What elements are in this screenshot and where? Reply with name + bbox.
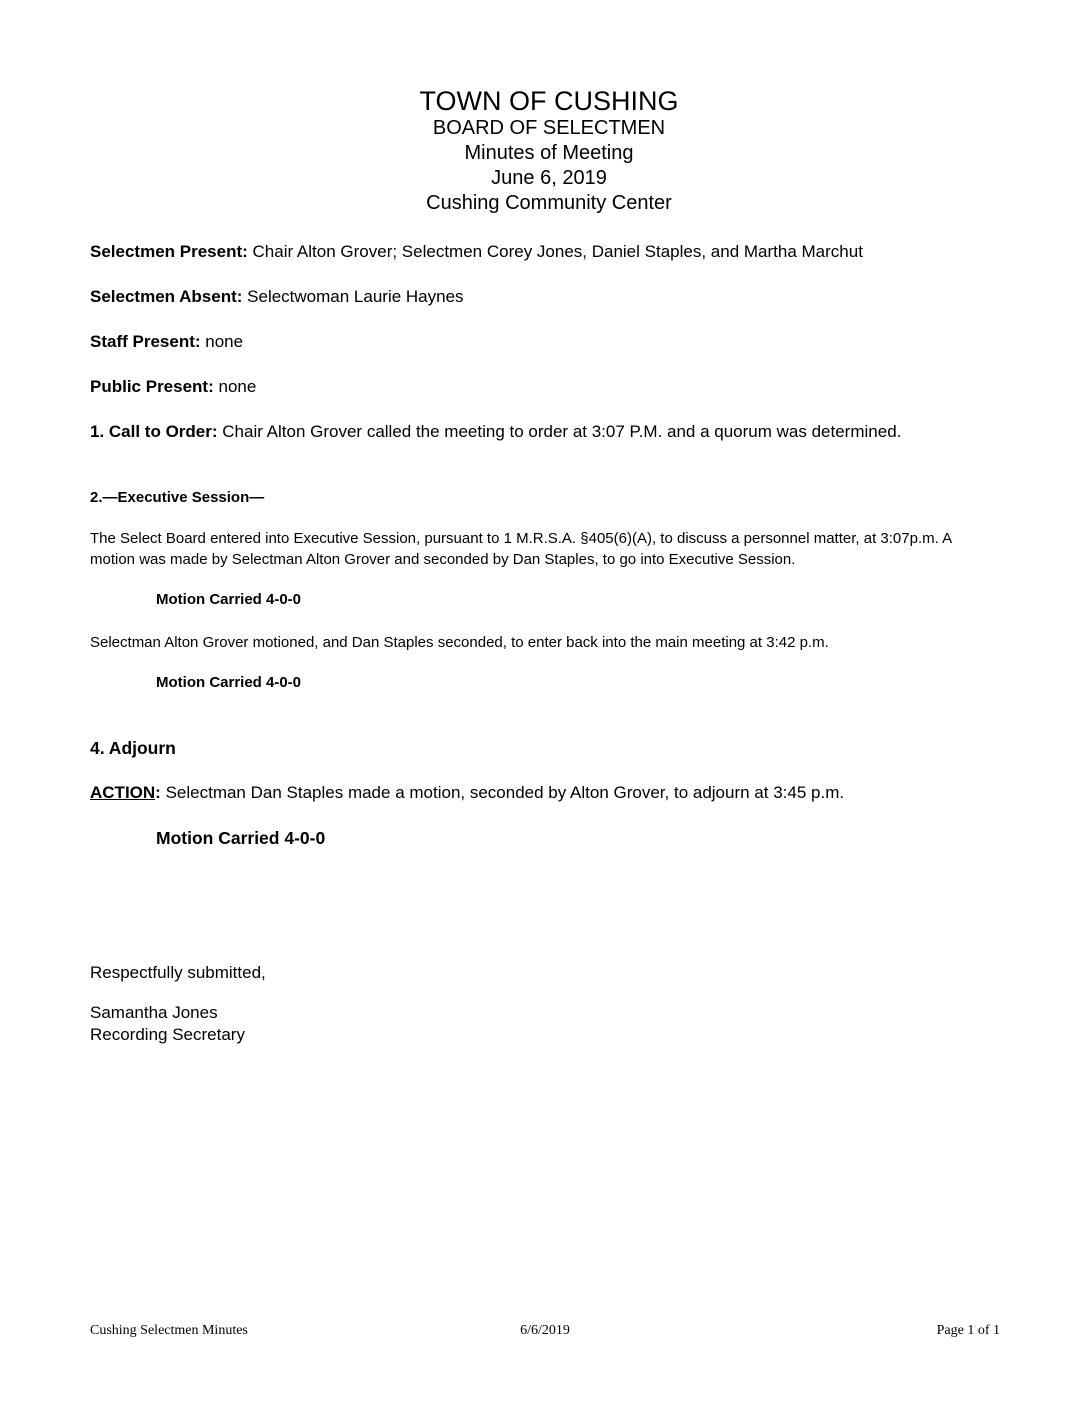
signature-closing: Respectfully submitted, [90, 963, 266, 982]
public-present-paragraph [90, 376, 1008, 398]
page-footer [90, 1322, 1000, 1340]
footer-document-name: Cushing Selectmen Minutes [90, 1323, 248, 1338]
selectmen-present-paragraph [90, 241, 1008, 263]
selectmen-absent-value: Selectwoman Laurie Haynes [242, 287, 464, 306]
signature-block [90, 962, 1008, 1046]
adjourn-heading: 4. Adjourn [90, 738, 176, 758]
meeting-location: Cushing Community Center [426, 192, 672, 214]
document-content [90, 86, 1008, 1046]
footer-page-number: Page 1 of 1 [936, 1323, 1000, 1338]
public-present-label: Public Present: [90, 377, 214, 396]
public-present-value: none [213, 377, 257, 396]
selectmen-present-value: Chair Alton Grover; Selectmen Corey Jones, Daniel Staples, and Martha Marchut [247, 242, 863, 261]
document-title: TOWN OF CUSHING [419, 86, 679, 116]
document-subtitle: BOARD OF SELECTMEN [432, 117, 666, 139]
title-block [90, 86, 1008, 216]
adjourn-action-paragraph [90, 782, 1008, 804]
motion-carried-1: Motion Carried 4-0-0 [156, 591, 302, 608]
call-to-order-value: Chair Alton Grover called the meeting to order at 3:07 P.M. and a quorum was determined. [217, 422, 902, 441]
executive-session-paragraph-1: The Select Board entered into Executive Session, pursuant to 1 M.R.S.A. §405(6)(A), to discuss a personnel matter, at 3:07p.m. A motion was made by Selectman Alton Grover and seconded by Dan Staples, to go into Executive Session. [90, 530, 952, 568]
document-type: Minutes of Meeting [464, 142, 634, 164]
executive-session-heading: 2.—Executive Session— [90, 489, 265, 506]
staff-present-value: none [200, 332, 244, 351]
action-label: ACTION [90, 783, 156, 802]
action-value: Selectman Dan Staples made a motion, seconded by Alton Grover, to adjourn at 3:45 p.m. [160, 783, 845, 802]
signature-role: Recording Secretary [90, 1025, 245, 1044]
selectmen-absent-label: Selectmen Absent: [90, 287, 243, 306]
selectmen-present-label: Selectmen Present: [90, 242, 248, 261]
call-to-order-label: 1. Call to Order: [90, 422, 218, 441]
executive-session-paragraph-2: Selectman Alton Grover motioned, and Dan Staples seconded, to enter back into the main meeting at 3:42 p.m. [90, 634, 829, 651]
signature-name: Samantha Jones [90, 1003, 218, 1022]
meeting-date: June 6, 2019 [491, 167, 607, 189]
call-to-order-paragraph [90, 421, 1008, 443]
motion-carried-2: Motion Carried 4-0-0 [156, 674, 302, 691]
staff-present-paragraph [90, 331, 1008, 353]
motion-carried-3: Motion Carried 4-0-0 [156, 828, 326, 848]
action-colon: : [155, 783, 161, 802]
footer-date: 6/6/2019 [520, 1323, 570, 1338]
staff-present-label: Staff Present: [90, 332, 201, 351]
selectmen-absent-paragraph [90, 286, 1008, 308]
